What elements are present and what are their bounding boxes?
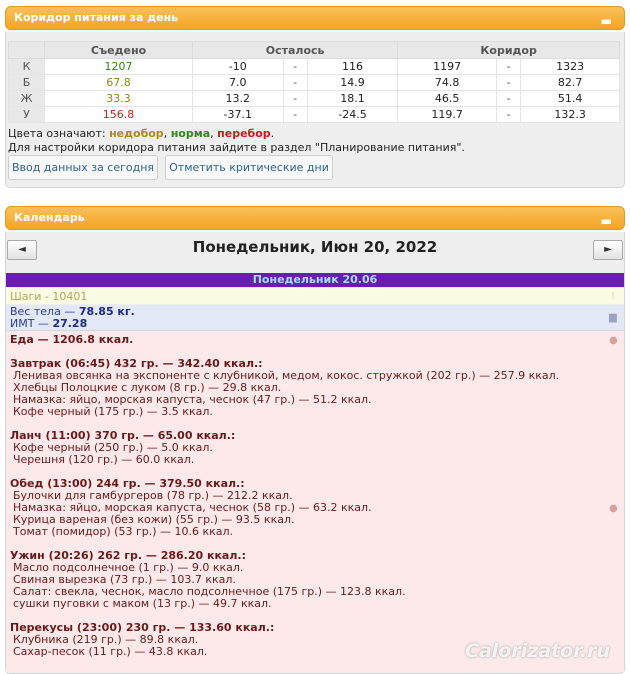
steps-text: Шаги - 10401 [10, 290, 88, 303]
corridor-max: 82.7 [521, 75, 620, 91]
weight-value: 78.85 кг. [78, 305, 135, 318]
meal-item[interactable]: Томат (помидор) (53 гр.) — 10.6 ккал. [13, 525, 234, 538]
bmi-label: ИМТ — [10, 317, 53, 330]
meals-list [10, 346, 624, 658]
calendar-panel-header[interactable] [5, 206, 625, 230]
dash: - [283, 91, 307, 107]
eaten-value: 33.3 [45, 91, 193, 107]
meal-item[interactable]: Салат: свекла, чеснок, масло подсолнечное (175 гр.) — 123.8 ккал. [13, 585, 406, 598]
meal-title[interactable]: Обед (13:00) 244 гр. — 379.50 ккал.: [10, 477, 245, 490]
left-min: 7.0 [193, 75, 284, 91]
dash: - [283, 107, 307, 123]
left-max: -24.5 [307, 107, 398, 123]
meal-item[interactable]: Кофе черный (250 гр.) — 5.0 ккал. [13, 441, 213, 454]
collapse-icon[interactable]: ▬ [600, 214, 612, 228]
meal-item[interactable]: Курица вареная (без кожи) (55 гр.) — 93.5 ккал. [13, 513, 295, 526]
meal-item[interactable]: Булочки для гамбургеров (78 гр.) — 212.2 ккал. [13, 489, 293, 502]
dash: - [496, 91, 520, 107]
left-min: 13.2 [193, 91, 284, 107]
bmi-value: 27.28 [52, 317, 88, 330]
table-row [9, 75, 620, 91]
dash: - [496, 107, 520, 123]
legend-over: перебор [217, 127, 271, 140]
day-banner[interactable]: Понедельник 20.06 [6, 273, 624, 287]
left-min: -37.1 [193, 107, 284, 123]
left-max: 116 [307, 59, 398, 75]
row-label: К [9, 59, 45, 75]
meal-title[interactable]: Ланч (11:00) 370 гр. — 65.00 ккал.: [10, 429, 236, 442]
legend-under: недобор [109, 127, 164, 140]
dash: - [283, 75, 307, 91]
meal-item[interactable]: Свиная вырезка (73 гр.) — 103.7 ккал. [13, 573, 236, 586]
collapse-icon[interactable]: ▬ [600, 14, 612, 28]
corridor-min: 1197 [398, 59, 497, 75]
eaten-value: 156.8 [45, 107, 193, 123]
eaten-value: 67.8 [45, 75, 193, 91]
meal-title[interactable]: Завтрак (06:45) 432 гр. — 342.40 ккал.: [10, 357, 263, 370]
dash: - [496, 59, 520, 75]
meal-item[interactable]: Ленивая овсянка на экспоненте с клубникой, медом, кокос. стружкой (202 гр.) — 257.9 ккал. [13, 369, 560, 382]
mark-critical-days-button[interactable]: Отметить критические дни [165, 155, 333, 180]
left-max: 14.9 [307, 75, 398, 91]
legend-info: Для настройки коридора питания зайдите в раздел "Планирование питания". [8, 141, 465, 154]
eaten-value: 1207 [45, 59, 193, 75]
corridor-min: 46.5 [398, 91, 497, 107]
prev-day-button[interactable]: ◄ [7, 240, 37, 260]
calendar-date-title: Понедельник, Июн 20, 2022 [192, 238, 438, 256]
corridor-max: 51.4 [521, 91, 620, 107]
steps-icon: ! [611, 291, 616, 302]
table-row [9, 91, 620, 107]
legend: Цвета означают: недобор, норма, перебор. Для настройки коридора питания зайдите в раздел "Планирование питания". [8, 127, 465, 154]
row-label: Б [9, 75, 45, 91]
watermark-logo: Calorizator.ru [465, 640, 611, 662]
dash: - [496, 75, 520, 91]
corridor-min: 74.8 [398, 75, 497, 91]
corridor-max: 132.3 [521, 107, 620, 123]
table-row [9, 59, 620, 75]
col-header-corridor: Коридор [398, 42, 620, 59]
left-min: -10 [193, 59, 284, 75]
weight-row[interactable] [6, 305, 624, 331]
enter-today-button[interactable]: Ввод данных за сегодня [8, 155, 158, 180]
legend-prefix: Цвета означают: [8, 127, 106, 140]
meal-item[interactable]: Кофе черный (175 гр.) — 3.5 ккал. [13, 405, 213, 418]
meal-item[interactable]: Хлебцы Полоцкие с луком (8 гр.) — 29.8 ккал. [13, 381, 282, 394]
legend-norm: норма [170, 127, 211, 140]
meal-item[interactable]: сушки пуговки с маком (13 гр.) — 49.7 ккал. [13, 597, 272, 610]
corridor-panel-header[interactable] [5, 6, 625, 30]
meal-item[interactable]: Черешня (120 гр.) — 60.0 ккал. [13, 453, 195, 466]
left-max: 18.1 [307, 91, 398, 107]
meal-title[interactable]: Перекусы (23:00) 230 гр. — 133.60 ккал.: [10, 621, 275, 634]
corridor-min: 119.7 [398, 107, 497, 123]
corridor-table [8, 41, 620, 123]
weight-label: Вес тела — [10, 305, 79, 318]
steps-row[interactable] [6, 288, 624, 305]
row-label: Ж [9, 91, 45, 107]
apple-icon: ● [609, 335, 618, 346]
meal-item[interactable]: Намазка: яйцо, морская капуста, чеснок (58 гр.) — 63.2 ккал. [13, 501, 372, 514]
scale-icon: ▆ [609, 312, 617, 323]
table-row [9, 107, 620, 123]
dash: - [283, 59, 307, 75]
food-total: Еда — 1206.8 ккал. [10, 333, 134, 346]
col-header-left: Осталось [193, 42, 398, 59]
meal-title[interactable]: Ужин (20:26) 262 гр. — 286.20 ккал.: [10, 549, 246, 562]
corridor-panel-title: Коридор питания за день [14, 11, 179, 24]
col-header-blank [9, 42, 45, 59]
row-label: У [9, 107, 45, 123]
meal-item[interactable]: Намазка: яйцо, морская капуста, чеснок (47 гр.) — 51.2 ккал. [13, 393, 372, 406]
meal-item[interactable]: Сахар-песок (11 гр.) — 43.8 ккал. [13, 645, 208, 658]
col-header-eaten: Съедено [45, 42, 193, 59]
food-area[interactable] [6, 332, 624, 672]
corridor-max: 1323 [521, 59, 620, 75]
meal-item[interactable]: Клубника (219 гр.) — 89.8 ккал. [13, 633, 199, 646]
meal-item[interactable]: Масло подсолнечное (1 гр.) — 9.0 ккал. [13, 561, 244, 574]
apple-icon: ● [609, 503, 618, 514]
calendar-panel-title: Календарь [14, 211, 85, 224]
next-day-button[interactable]: ► [593, 240, 623, 260]
